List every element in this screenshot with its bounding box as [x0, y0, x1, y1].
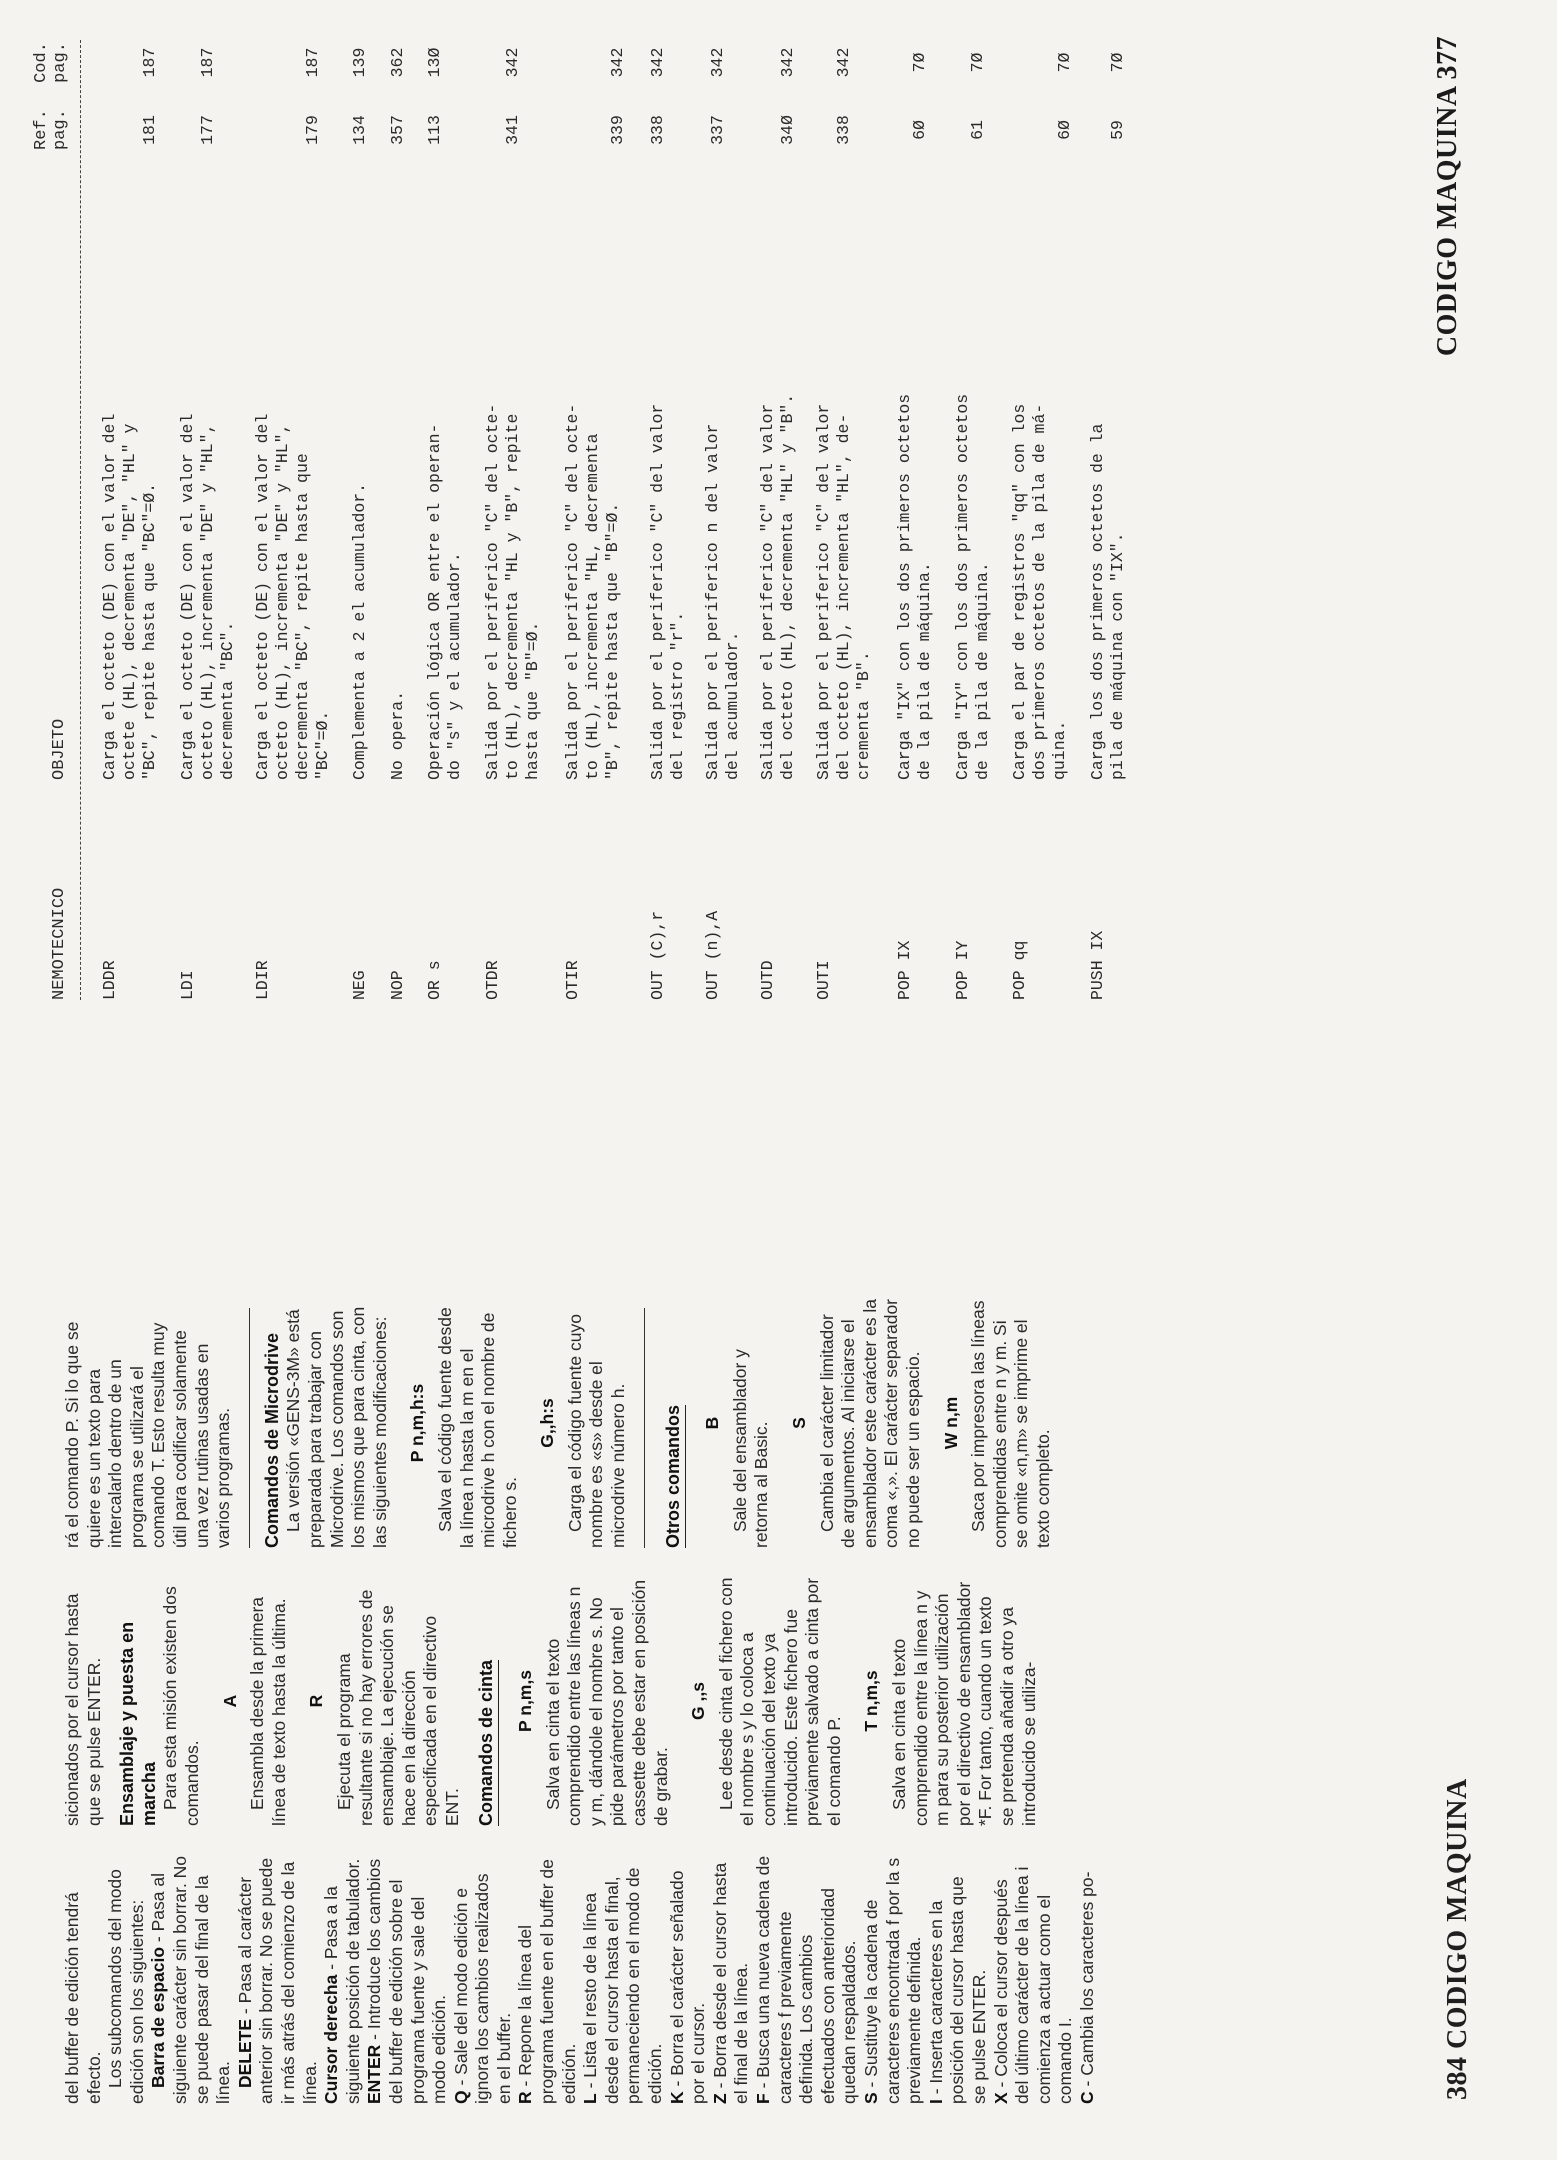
command-heading-a: A: [219, 1694, 240, 1708]
cod-page: 187: [303, 47, 322, 78]
mnemonic: POP IY: [953, 940, 972, 1000]
paragraph: Salva en cinta el texto comprendido entre la línea n y m para su posterior utilización por el directivo de ensamblador *F. For tanto, cuando un texto se pretenda añadir a otro ya introducido se utiliza-: [889, 1581, 1039, 1826]
subcommand-l: L - Lista el resto de la línea desde el cursor hasta el final, permaneciendo en el modo de edición.: [580, 1867, 666, 2104]
description: Carga el octeto (DE) con el valor del octete (HL), decrementa "DE", "HL" y "BC", repite hasta que "BC"=Ø.: [100, 413, 159, 780]
ref-page: 338: [834, 115, 853, 145]
left-page: [0, 1080, 1557, 2160]
mnemonic: POP qq: [1010, 940, 1029, 1000]
command-heading-b: B: [702, 1416, 723, 1430]
paragraph: Cambia el carácter limitador de argumentos. Al iniciarse el ensamblador este carácter es la coma «,». El carácter separador no puede ser un espacio.: [816, 1298, 923, 1548]
cod-page: 342: [608, 47, 627, 78]
cod-page: 342: [648, 47, 667, 78]
mnemonic: OTDR: [483, 960, 502, 1000]
cod-page: 13Ø: [425, 47, 444, 78]
mnemonic: PUSH IX: [1088, 930, 1107, 1000]
command-heading-s: S: [789, 1417, 810, 1429]
ref-page: 113: [425, 115, 444, 145]
subcommand-z: Z - Borra desde el cursor hasta el final de la línea.: [709, 1862, 752, 2104]
paragraph: sicionados por el cursor hasta que se pulse ENTER.: [62, 1593, 104, 1826]
divider: [644, 1308, 645, 1548]
command-heading-r: R: [306, 1694, 327, 1708]
ref-page: 341: [503, 115, 522, 145]
subcommand-cursor: Cursor derecha - Pasa a la siguiente posición de tabulador.: [321, 1858, 363, 2104]
ref-page: 338: [648, 115, 667, 145]
description: Carga "IX" con los dos primeros octetos de la pila de máquina.: [895, 393, 934, 780]
left-column-1: [62, 1854, 1099, 2104]
description: Salida por el periferico "C" del valor del octeto (HL), incrementa "HL", de- crementa "B".: [814, 403, 873, 780]
header-objeto: OBJETO: [50, 718, 69, 780]
cod-page: 7Ø: [968, 52, 987, 73]
description: Operación lógica OR entre el operan- do "s" y el acumulador.: [425, 423, 464, 780]
section-heading: Comandos de Microdrive: [261, 1332, 282, 1548]
paragraph: Para esta misión existen dos comandos.: [160, 1586, 202, 1826]
cod-page: 342: [834, 47, 853, 78]
paragraph: La versión «GENS-3M» está preparada para trabajar con Microdrive. Los comandos son los mismos que para cinta, con las siguientes modificaciones:: [283, 1306, 390, 1548]
subcommand-q: Q - Sale del modo edición e ignora los cambios realizados en el buffer.: [450, 1873, 514, 2104]
mnemonic: OR s: [425, 960, 444, 1000]
cod-page: 7Ø: [910, 52, 929, 73]
ref-page: 177: [198, 115, 217, 145]
description: Carga los dos primeros octetos de la pila de máquina con "IX".: [1088, 423, 1127, 780]
subcommand-k: K - Borra el carácter señalado por el cursor.: [666, 1870, 709, 2104]
paragraph: Ensambla desde la primera línea de texto hasta la última.: [247, 1596, 289, 1826]
ref-page: 357: [388, 115, 407, 145]
command-heading-g-microdrive: G,,h:s: [537, 1398, 558, 1448]
cod-page: 342: [708, 47, 727, 78]
subcommand-x: X - Coloca el cursor después del último carácter de la línea i comienza a actuar como el comando I.: [990, 1866, 1076, 2104]
header-rule: [80, 40, 81, 1000]
paragraph: Salva en cinta el texto comprendido entre las líneas n y m, dándole el nombre s. No pide parámetros por tanto el cassette debe estar en posición de grabar.: [542, 1579, 671, 1826]
paragraph: Sale del ensamblador y retorna al Basic.: [729, 1349, 772, 1548]
description: Salida por el periferico "C" del octe- to (HL), decrementa "HL y "B", repite hasta que "B"=Ø.: [483, 403, 542, 780]
paragraph: Los subcomandos del modo edición son los siguientes:: [105, 1869, 147, 2104]
paragraph: Carga el código fuente cuyo nombre es «s» desde el microdrive número h.: [564, 1314, 629, 1548]
mnemonic: OUTD: [758, 960, 777, 1000]
header-nemotecnico: NEMOTECNICO: [50, 887, 69, 1000]
header-ref: Ref. pag.: [32, 109, 70, 150]
cod-page: 139: [350, 47, 369, 78]
command-heading-p-microdrive: P n,m,h:s: [407, 1383, 428, 1463]
ref-page: 34Ø: [778, 115, 797, 145]
command-heading-w: W n,m: [940, 1396, 961, 1450]
subcommand-enter: ENTER - Introduce los cambios del buffer de edición sobre el programa fuente y sale del modo edición.: [364, 1858, 450, 2104]
cod-page: 187: [198, 47, 217, 78]
cod-page: 342: [778, 47, 797, 78]
page-footer-left: 384 CODIGO MAQUINA: [1442, 1778, 1473, 2100]
description: Salida por el periferico "C" del valor del registro "r".: [648, 403, 687, 780]
cod-page: 342: [503, 47, 522, 78]
description: Salida por el periferico n del valor del acumulador.: [703, 423, 742, 780]
paragraph: rá el comando P. Si lo que se quiere es un texto para intercalarlo dentro de un programa se utilizará el comando T. Esto resulta muy útil para codificar solamente una vez rutinas usadas en varios programas.: [62, 1321, 234, 1548]
ref-page: 134: [350, 115, 369, 145]
subcommand-c: C - Cambia los caracteres po-: [1076, 1871, 1097, 2104]
paragraph: Salva el código fuente desde la línea n hasta la m en el microdrive h con el nombre de fichero s.: [434, 1307, 520, 1548]
mnemonic: OUTI: [814, 960, 833, 1000]
ref-page: 61: [968, 120, 987, 140]
description: Carga el par de registros "qq" con los dos primeros octetos de la pila de má- quina.: [1010, 403, 1069, 780]
mnemonic: POP IX: [895, 940, 914, 1000]
section-heading: Comandos de cinta: [476, 1660, 500, 1826]
page-footer-right: CODIGO MAQUINA 377: [1432, 36, 1463, 357]
description: Carga "IY" con los dos primeros octetos de la pila de máquina.: [953, 393, 992, 780]
mnemonic: OUT (C),r: [648, 910, 667, 1000]
description: Carga el octeto (DE) con el valor del octeto (HL), incrementa "DE" y "HL", decrementa "BC", repite hasta que "BC"=Ø.: [253, 413, 332, 780]
mnemonic: LDDR: [100, 960, 119, 1000]
subcommand-s: S - Sustituye la cadena de caracteres encontrada f por la s previamente definida.: [860, 1857, 925, 2104]
mnemonic: OUT (n),A: [703, 910, 722, 1000]
ref-page: 59: [1108, 120, 1127, 140]
mnemonic: NOP: [388, 970, 407, 1000]
ref-page: 179: [303, 115, 322, 145]
paragraph: Ejecuta el programa resultante si no hay errores de ensamblaje. La ejecución se hace en la dirección especificada en el directivo ENT.: [333, 1589, 462, 1826]
description: Salida por el periferico "C" del valor del octeto (HL), decrementa "HL" y "B".: [758, 393, 797, 780]
section-heading: Ensamblaje y puesta en marcha: [117, 1621, 159, 1826]
ref-page: 337: [708, 115, 727, 145]
mnemonic: LDIR: [253, 960, 272, 1000]
description: Salida por el periferico "C" del octe- to (HL), incrementa "HL, decrementa "B", repite hasta que "B"=Ø.: [563, 403, 622, 780]
ref-page: 181: [140, 115, 159, 145]
description: Carga el octeto (DE) con el valor del octeto (HL), incrementa "DE" y "HL", decrementa "BC".: [178, 413, 237, 780]
ref-page: 6Ø: [1055, 120, 1074, 140]
cod-page: 7Ø: [1108, 52, 1127, 73]
cod-page: 7Ø: [1055, 52, 1074, 73]
ref-page: 339: [608, 115, 627, 145]
paragraph: Lee desde cinta el fichero con el nombre s y lo coloca a continuación del texto ya introducido. Este fichero fue previamente salvado a cinta por el comando P.: [715, 1577, 844, 1826]
ref-page: 6Ø: [910, 120, 929, 140]
divider: [249, 1308, 250, 1548]
paragraph: del buffer de edición tendrá efecto.: [62, 1892, 104, 2104]
mnemonic: OTIR: [563, 960, 582, 1000]
subcommand-r: R - Repone la línea del programa fuente en el buffer de edición.: [515, 1859, 579, 2104]
subcommand-delete: DELETE - Pasa al carácter anterior sin borrar. No se puede ir más atrás del comienzo de la línea.: [234, 1857, 320, 2104]
subcommand-f: F - Busca una nueva cadena de caracteres f previamente definida. Los cambios efectuados con anterioridad quedan respaldados.: [753, 1855, 860, 2104]
description: Complementa a 2 el acumulador.: [350, 482, 369, 780]
command-heading-g: G ,,s: [688, 1682, 709, 1720]
subcommand-i: I - Inserta caracteres en la posición del cursor hasta que se pulse ENTER.: [925, 1876, 989, 2104]
command-heading-t: T n,m,s: [861, 1670, 882, 1732]
cod-page: 187: [140, 47, 159, 78]
section-heading: Otros comandos: [663, 1405, 687, 1548]
mnemonic: NEG: [350, 970, 369, 1000]
cod-page: 362: [388, 47, 407, 78]
left-column-3: [62, 1298, 1055, 1548]
description: No opera.: [388, 690, 407, 780]
mnemonic: LDI: [178, 970, 197, 1000]
command-heading-p: P n,m,s: [515, 1670, 536, 1732]
paragraph: Saca por impresora las líneas comprendidas entre n y m. Si se omite «n,m» se imprime el texto completo.: [968, 1300, 1053, 1548]
left-column-2: [62, 1576, 1040, 1826]
header-cod: Cod. pag.: [32, 42, 70, 83]
subcommand-space: Barra de espacio - Pasa al siguiente carácter sin borrar. No se puede pasar del final de la línea.: [148, 1855, 234, 2104]
